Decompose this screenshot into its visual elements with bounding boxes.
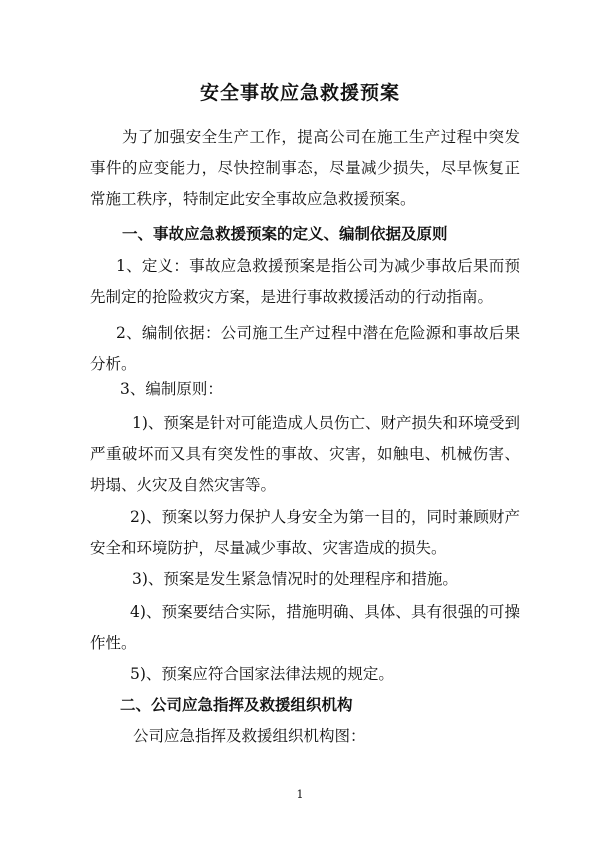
principle-1: 1)、预案是针对可能造成人员伤亡、财产损失和环境受到严重破坏而又具有突发性的事故、灾害，如触电、机械伤害、坍塌、火灾及自然灾害等。 (90, 414, 520, 494)
org-chart-caption: 公司应急指挥及救援组织机构图： (133, 727, 366, 745)
page-number: 1 (296, 788, 304, 801)
section-heading-1: 一、事故应急救援预案的定义、编制依据及原则 (122, 224, 448, 243)
intro-paragraph: 为了加强安全生产工作，提高公司在施工生产过程中突发事件的应变能力，尽快控制事态，尽量减少损失，尽早恢复正常施工秩序，特制定此安全事故应急救援预案。 (90, 128, 520, 208)
definition-paragraph: 1、定义：事故应急救援预案是指公司为减少事故后果而预先制定的抢险救灾方案，是进行事故救援活动的行动指南。 (90, 257, 520, 306)
principle-5: 5)、预案应符合国家法律法规的规定。 (130, 665, 394, 683)
document-title: 安全事故应急救援预案 (199, 82, 400, 104)
basis-paragraph: 2、编制依据：公司施工生产过程中潜在危险源和事故后果分析。 (90, 324, 520, 373)
principle-3: 3)、预案是发生紧急情况时的处理程序和措施。 (132, 570, 458, 588)
principles-heading: 3、编制原则： (120, 380, 223, 398)
principle-2: 2)、预案以努力保护人身安全为第一目的，同时兼顾财产安全和环境防护，尽量减少事故、灾害造成的损失。 (90, 508, 520, 557)
section-heading-2: 二、公司应急指挥及救援组织机构 (120, 695, 353, 714)
principle-4: 4)、预案要结合实际，措施明确、具体、具有很强的可操作性。 (90, 603, 520, 652)
